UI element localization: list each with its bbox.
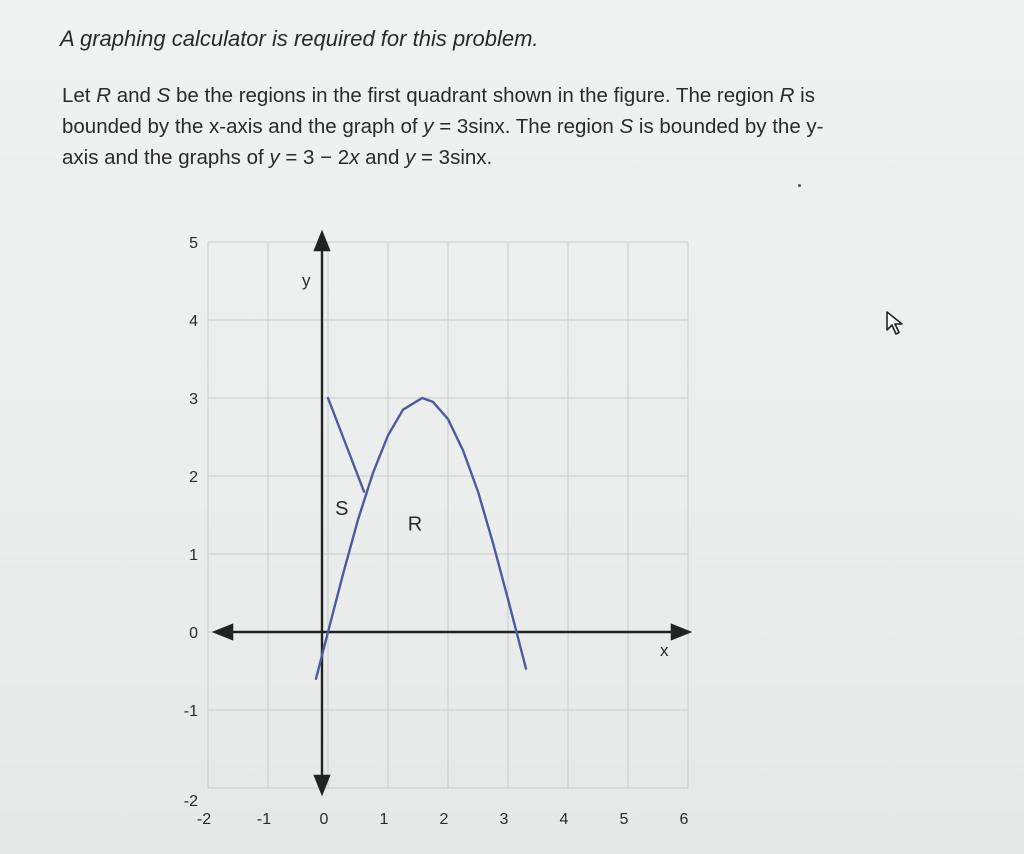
y-tick-label: -2 (183, 793, 198, 810)
y-axis-label: y (302, 271, 311, 290)
curves (316, 398, 526, 679)
y-tick-label: 1 (189, 547, 198, 564)
region-label-r: R (407, 513, 423, 536)
x-tick-label: -2 (196, 811, 212, 828)
problem-line-1: Let R and S be the regions in the first quadrant shown in the figure. The region R is (62, 84, 815, 107)
x-tick-label: 0 (319, 811, 329, 828)
axes (216, 234, 688, 792)
region-labels (335, 498, 422, 536)
x-tick-label: 6 (679, 811, 689, 828)
region-label-s: S (335, 498, 349, 520)
tick-labels (184, 235, 689, 828)
y-tick-label: 4 (189, 313, 198, 330)
y-tick-label: 5 (189, 235, 198, 252)
y-tick-label: 3 (189, 391, 198, 408)
x-tick-label: 2 (439, 811, 449, 828)
x-tick-label: 1 (379, 811, 389, 828)
y-tick-label: 0 (189, 625, 198, 642)
sine-curve (316, 398, 526, 679)
x-tick-label: 3 (499, 811, 509, 828)
x-axis-label: x (660, 641, 669, 660)
x-tick-label: 5 (619, 811, 629, 828)
mouse-pointer-icon (884, 310, 906, 336)
problem-line-3: axis and the graphs of y = 3 − 2x and y = 3sinx. (62, 146, 493, 169)
y-tick-label: 2 (189, 469, 198, 486)
grid (208, 242, 688, 788)
y-tick-label: -1 (183, 703, 198, 720)
x-tick-label: 4 (559, 811, 569, 828)
line-curve (328, 398, 364, 492)
calculator-note: A graphing calculator is required for this problem. (60, 26, 539, 51)
x-tick-label: -1 (256, 811, 272, 828)
problem-line-2: bounded by the x-axis and the graph of y = 3sinx. The region S is bounded by the y- (62, 115, 824, 138)
